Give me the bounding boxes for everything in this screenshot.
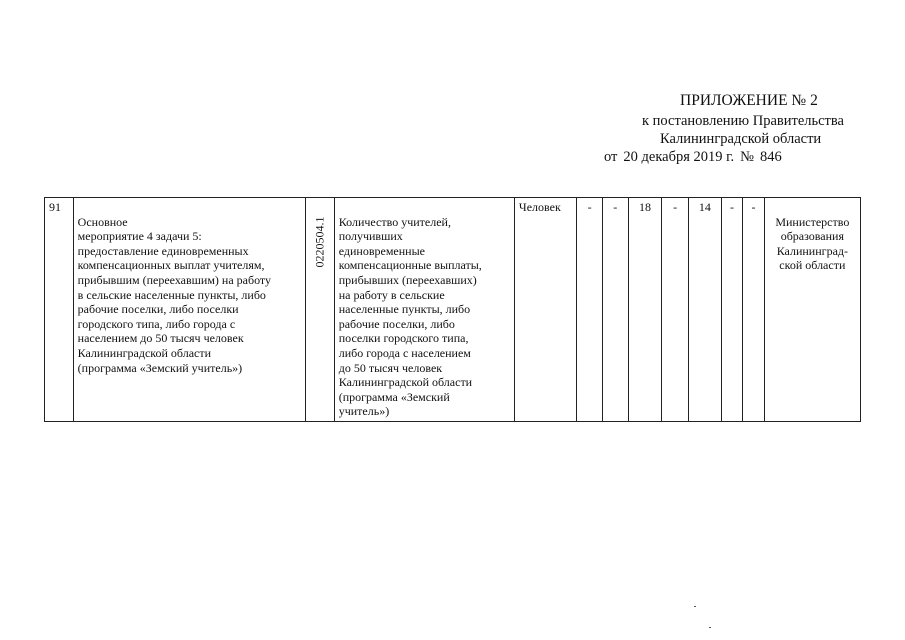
value-cell	[628, 198, 662, 422]
budget-code: 0220504.1	[312, 216, 327, 268]
value-2: -	[613, 200, 618, 214]
responsible-text: Министерство образования Калининград- ской области	[775, 214, 850, 273]
indicator-text: Количество учителей, получивших единовременные компенсационные выплаты, прибывших (переехавших) на работу в сельские населенные пункты, либо рабочие поселки, либо поселки городского типа, либо города с населением до 50 тысяч человек Калининградской области (программа «Земский учитель»)	[338, 214, 482, 419]
value-3: 18	[638, 200, 651, 214]
unit-text: Человек	[518, 200, 561, 214]
value-cell	[662, 198, 689, 422]
date-prefix: от	[604, 149, 618, 165]
code-cell	[306, 198, 335, 422]
program-table	[44, 197, 861, 422]
appendix-region: Калининградской области	[660, 131, 822, 147]
value-1: -	[587, 200, 592, 214]
value-cell	[721, 198, 743, 422]
activity-cell	[73, 198, 305, 422]
scan-speck	[709, 627, 711, 628]
indicator-cell	[334, 198, 514, 422]
value-5: 14	[698, 200, 711, 214]
row-number: 91	[49, 200, 61, 214]
decree-number: 846	[759, 149, 782, 165]
unit-cell	[514, 198, 576, 422]
value-6: -	[729, 200, 734, 214]
value-cell	[688, 198, 721, 422]
activity-text: Основное мероприятие 4 задачи 5: предоставление единовременных компенсационных выплат учителям, прибывшим (переехавшим) на работу в сельские населенные пункты, либо рабочие поселки, либо поселки городского типа, либо города с населением до 50 тысяч человек Калининградской области (программа «Земский учитель»)	[77, 214, 272, 375]
value-cell	[602, 198, 628, 422]
appendix-date-line	[604, 148, 782, 166]
value-4: -	[673, 200, 678, 214]
table-row	[45, 198, 861, 422]
date-text: 20 декабря 2019 г.	[623, 149, 735, 165]
number-label: №	[740, 149, 754, 165]
scan-speck	[694, 606, 696, 607]
value-cell	[577, 198, 603, 422]
value-cell	[743, 198, 765, 422]
appendix-subtitle: к постановлению Правительства	[642, 113, 844, 129]
appendix-title: ПРИЛОЖЕНИЕ № 2	[680, 92, 818, 109]
row-number-cell	[45, 198, 74, 422]
value-7: -	[751, 200, 756, 214]
responsible-cell	[764, 198, 860, 422]
